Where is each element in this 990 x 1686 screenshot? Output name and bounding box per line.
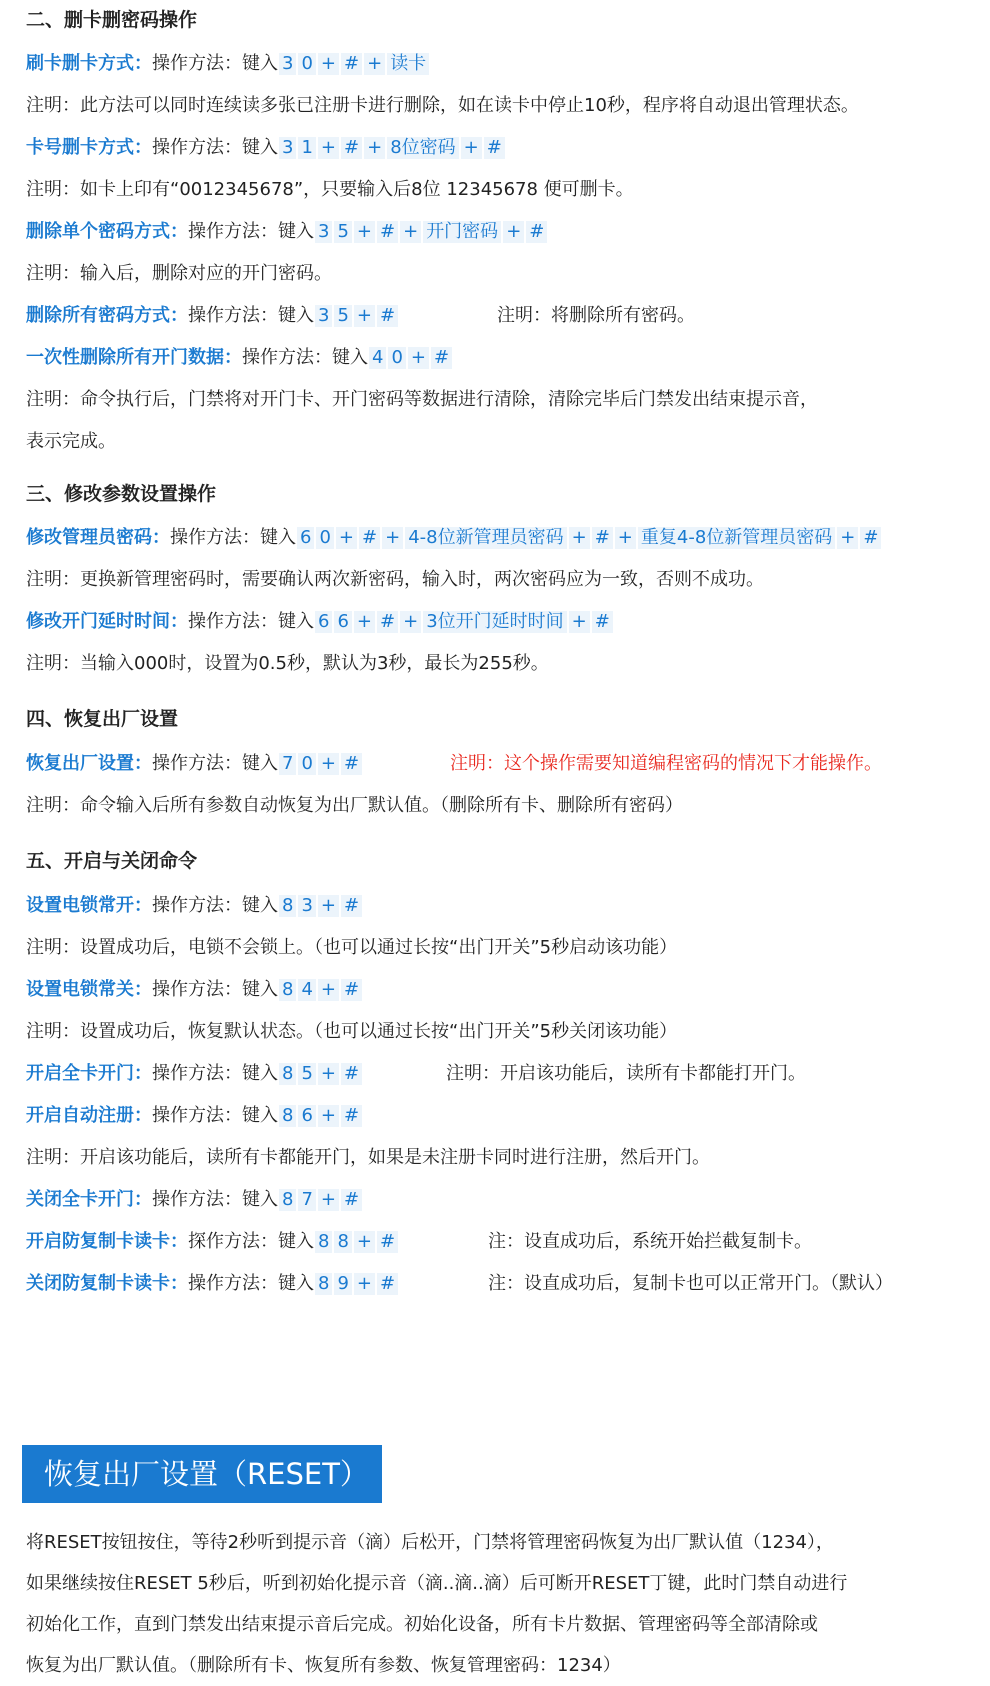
- cmd-method: 操作方法：键入: [188, 1273, 314, 1294]
- key-sequence: [278, 1189, 363, 1210]
- warning-note: 注明：这个操作需要知道编程密码的情况下才能操作。: [450, 753, 882, 774]
- cmd-label: 删除单个密码方式：: [26, 221, 188, 242]
- key-sequence: [278, 979, 363, 1000]
- note-text: 注明：设置成功后，恢复默认状态。（也可以通过长按“出门开关”5秒关闭该功能）: [26, 1021, 678, 1042]
- cmd-row-delete-all-data: [26, 345, 453, 371]
- key-token: 3: [315, 221, 332, 243]
- inline-note: 注明：开启该功能后，读所有卡都能打开门。: [446, 1063, 806, 1084]
- key-token: #: [377, 611, 398, 633]
- key-token: 8: [315, 1231, 332, 1253]
- cmd-label: 恢复出厂设置：: [26, 753, 152, 774]
- key-sequence: [278, 137, 506, 158]
- key-sequence: [314, 1273, 399, 1294]
- key-token: +: [503, 221, 524, 243]
- key-token: #: [592, 611, 613, 633]
- key-token: #: [341, 137, 362, 159]
- section-heading-delete: 二、删卡删密码操作: [26, 9, 198, 31]
- cmd-label: 关闭防复制卡读卡：: [26, 1273, 188, 1294]
- key-token: +: [318, 53, 339, 75]
- cmd-row-factory-reset: [26, 751, 363, 777]
- key-token: +: [569, 527, 590, 549]
- cmd-method: 操作方法：键入: [152, 1063, 278, 1084]
- cmd-method: 操作方法：键入: [152, 1189, 278, 1210]
- key-token: 0: [316, 527, 333, 549]
- key-sequence: [278, 895, 363, 916]
- key-token: #: [377, 305, 398, 327]
- key-token: 重复4-8位新管理员密码: [638, 527, 835, 549]
- key-token: 4: [369, 347, 386, 369]
- cmd-row-cardno-delete: [26, 135, 506, 161]
- key-token: +: [354, 221, 375, 243]
- key-token: +: [364, 53, 385, 75]
- section-heading-params: 三、修改参数设置操作: [26, 483, 217, 505]
- key-token: #: [341, 895, 362, 917]
- cmd-label: 设置电锁常关：: [26, 979, 152, 1000]
- cmd-method: 操作方法：键入: [152, 753, 278, 774]
- key-token: 6: [315, 611, 332, 633]
- cmd-method: 探作方法：键入: [188, 1231, 314, 1252]
- cmd-method: 操作方法：键入: [170, 527, 296, 548]
- cmd-label: 修改开门延时时间：: [26, 611, 188, 632]
- cmd-row-change-admin-pw: [26, 525, 882, 551]
- key-token: #: [484, 137, 505, 159]
- key-token: +: [318, 137, 339, 159]
- cmd-row-delete-single-pw: [26, 219, 548, 245]
- cmd-row-swipe-delete: [26, 51, 430, 77]
- key-token: 7: [298, 1189, 315, 1211]
- note-text: 注明：设置成功后，电锁不会锁上。（也可以通过长按“出门开关”5秒启动该功能）: [26, 937, 678, 958]
- key-token: 1: [298, 137, 315, 159]
- cmd-method: 操作方法：键入: [152, 895, 278, 916]
- key-token: 3位开门延时时间: [423, 611, 566, 633]
- key-token: +: [318, 895, 339, 917]
- key-sequence: [278, 53, 430, 74]
- inline-note: 注：设直成功后，复制卡也可以正常开门。（默认）: [488, 1273, 893, 1294]
- key-token: +: [318, 1105, 339, 1127]
- cmd-label: 开启全卡开门：: [26, 1063, 152, 1084]
- key-token: 3: [279, 53, 296, 75]
- key-token: #: [377, 1273, 398, 1295]
- key-token: 8: [279, 1105, 296, 1127]
- key-token: 8: [315, 1273, 332, 1295]
- cmd-method: 操作方法：键入: [188, 221, 314, 242]
- key-token: 0: [298, 53, 315, 75]
- key-token: 8: [279, 1063, 296, 1085]
- key-token: #: [341, 1105, 362, 1127]
- note-text: 注明：此方法可以同时连续读多张已注册卡进行删除，如在读卡中停止10秒，程序将自动退出管理状态。: [26, 95, 859, 116]
- cmd-method: 操作方法：键入: [242, 347, 368, 368]
- key-token: 8: [279, 1189, 296, 1211]
- cmd-label: 设置电锁常开：: [26, 895, 152, 916]
- cmd-row-auto-register: [26, 1103, 363, 1129]
- key-token: 8: [334, 1231, 351, 1253]
- cmd-row-delete-all-pw: [26, 303, 399, 329]
- cmd-label: 一次性删除所有开门数据：: [26, 347, 242, 368]
- key-token: 3: [315, 305, 332, 327]
- note-text: 表示完成。: [26, 431, 116, 452]
- key-token: +: [318, 753, 339, 775]
- key-token: #: [341, 53, 362, 75]
- key-token: 5: [334, 221, 351, 243]
- key-sequence: [278, 1063, 363, 1084]
- key-token: 5: [298, 1063, 315, 1085]
- note-text: 注明：开启该功能后，读所有卡都能开门，如果是未注册卡同时进行注册，然后开门。: [26, 1147, 710, 1168]
- key-token: +: [400, 221, 421, 243]
- inline-note: 注明：将删除所有密码。: [497, 305, 695, 326]
- cmd-label: 开启防复制卡读卡：: [26, 1231, 188, 1252]
- note-text: 注明：如卡上印有“0012345678”，只要输入后8位 12345678 便可删卡。: [26, 179, 634, 200]
- key-token: #: [592, 527, 613, 549]
- key-sequence: [278, 753, 363, 774]
- key-token: #: [377, 1231, 398, 1253]
- note-text: 注明：输入后，删除对应的开门密码。: [26, 263, 332, 284]
- cmd-method: 操作方法：键入: [152, 979, 278, 1000]
- inline-note: 注：设直成功后，系统开始拦截复制卡。: [488, 1231, 812, 1252]
- key-sequence: [278, 1105, 363, 1126]
- reset-paragraph: [26, 1522, 966, 1686]
- key-token: +: [408, 347, 429, 369]
- key-sequence: [296, 527, 882, 548]
- note-text: 注明：更换新管理密码时，需要确认两次新密码，输入时，两次密码应为一致，否则不成功。: [26, 569, 764, 590]
- key-token: 8: [279, 895, 296, 917]
- cmd-row-anticopy-on: [26, 1229, 399, 1255]
- key-token: +: [364, 137, 385, 159]
- key-token: +: [382, 527, 403, 549]
- key-token: 8位密码: [387, 137, 458, 159]
- key-sequence: [314, 611, 614, 632]
- cmd-row-lock-open: [26, 893, 363, 919]
- cmd-method: 操作方法：键入: [188, 305, 314, 326]
- cmd-label: 关闭全卡开门：: [26, 1189, 152, 1210]
- key-token: +: [354, 1273, 375, 1295]
- key-token: #: [341, 753, 362, 775]
- key-token: 5: [334, 305, 351, 327]
- key-token: +: [318, 979, 339, 1001]
- key-token: +: [354, 611, 375, 633]
- cmd-row-change-delay: [26, 609, 614, 635]
- key-token: 6: [334, 611, 351, 633]
- cmd-row-all-card-open: [26, 1061, 363, 1087]
- cmd-label: 卡号删卡方式：: [26, 137, 152, 158]
- cmd-row-anticopy-off: [26, 1271, 399, 1297]
- key-sequence: [314, 305, 399, 326]
- key-token: #: [341, 1063, 362, 1085]
- key-token: +: [400, 611, 421, 633]
- key-token: 4-8位新管理员密码: [405, 527, 566, 549]
- cmd-method: 操作方法：键入: [188, 611, 314, 632]
- reset-line: 如果继续按住RESET 5秒后，听到初始化提示音（滴..滴..滴）后可断开RESET丁键，此时门禁自动进行: [26, 1573, 848, 1594]
- note-text: 注明：当输入000时，设置为0.5秒，默认为3秒，最长为255秒。: [26, 653, 549, 674]
- cmd-method: 操作方法：键入: [152, 53, 278, 74]
- cmd-label: 删除所有密码方式：: [26, 305, 188, 326]
- key-token: +: [569, 611, 590, 633]
- cmd-label: 修改管理员密码：: [26, 527, 170, 548]
- key-token: 0: [298, 753, 315, 775]
- section-heading-switch: 五、开启与关闭命令: [26, 850, 198, 872]
- key-token: +: [837, 527, 858, 549]
- section-heading-factory: 四、恢复出厂设置: [26, 708, 179, 730]
- key-token: #: [377, 221, 398, 243]
- cmd-row-lock-closed: [26, 977, 363, 1003]
- cmd-method: 操作方法：键入: [152, 1105, 278, 1126]
- key-token: #: [860, 527, 881, 549]
- key-token: 3: [279, 137, 296, 159]
- key-token: +: [336, 527, 357, 549]
- key-token: 6: [297, 527, 314, 549]
- reset-line: 将RESET按钮按住，等待2秒听到提示音（滴）后松开，门禁将管理密码恢复为出厂默认值（1234），: [26, 1532, 834, 1553]
- key-token: +: [318, 1063, 339, 1085]
- cmd-method: 操作方法：键入: [152, 137, 278, 158]
- key-token: 0: [388, 347, 405, 369]
- note-text: 注明：命令执行后，门禁将对开门卡、开门密码等数据进行清除，清除完毕后门禁发出结束提示音，: [26, 389, 818, 410]
- key-token: #: [341, 1189, 362, 1211]
- cmd-label: 刷卡删卡方式：: [26, 53, 152, 74]
- reset-line: 恢复为出厂默认值。（删除所有卡、恢复所有参数、恢复管理密码：1234）: [26, 1655, 621, 1676]
- note-text: 注明：命令输入后所有参数自动恢复为出厂默认值。（删除所有卡、删除所有密码）: [26, 795, 683, 816]
- key-token: #: [431, 347, 452, 369]
- key-token: 开门密码: [423, 221, 501, 243]
- key-token: #: [359, 527, 380, 549]
- cmd-row-all-card-close: [26, 1187, 363, 1213]
- key-sequence: [314, 1231, 399, 1252]
- key-token: #: [341, 979, 362, 1001]
- key-sequence: [368, 347, 453, 368]
- key-token: +: [318, 1189, 339, 1211]
- key-token: #: [526, 221, 547, 243]
- key-token: +: [354, 305, 375, 327]
- key-token: +: [461, 137, 482, 159]
- key-token: 9: [334, 1273, 351, 1295]
- key-sequence: [314, 221, 548, 242]
- key-token: 8: [279, 979, 296, 1001]
- key-token: 读卡: [387, 53, 429, 75]
- key-token: +: [354, 1231, 375, 1253]
- cmd-label: 开启自动注册：: [26, 1105, 152, 1126]
- key-token: +: [615, 527, 636, 549]
- key-token: 3: [298, 895, 315, 917]
- key-token: 7: [279, 753, 296, 775]
- reset-line: 初始化工作，直到门禁发出结束提示音后完成。初始化设备，所有卡片数据、管理密码等全部清除或: [26, 1614, 818, 1635]
- key-token: 4: [298, 979, 315, 1001]
- reset-banner: 恢复出厂设置（RESET）: [22, 1445, 382, 1503]
- key-token: 6: [298, 1105, 315, 1127]
